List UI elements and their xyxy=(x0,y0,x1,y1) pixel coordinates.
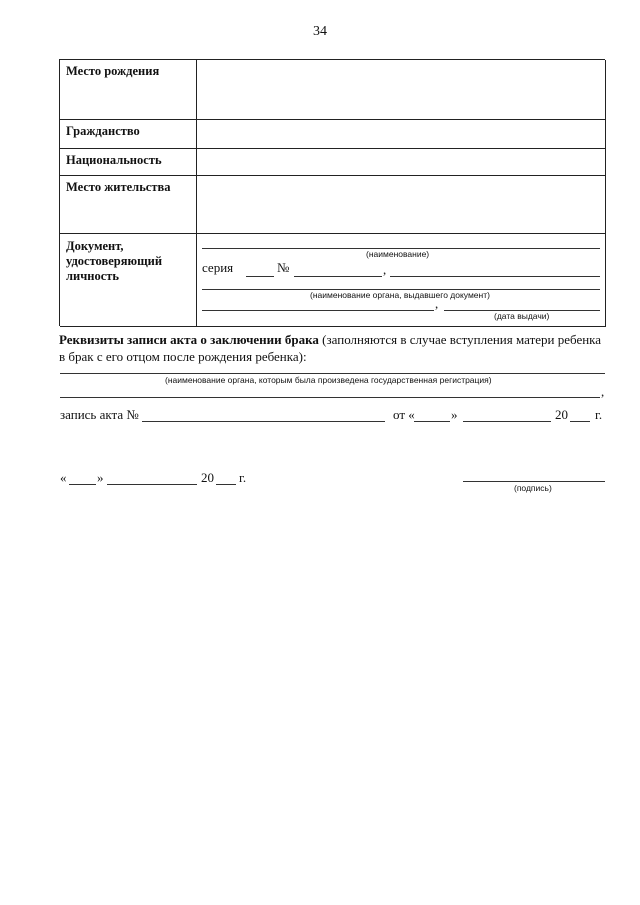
person-info-table xyxy=(59,59,605,326)
issuer-caption: (наименование органа, выдавшего документ) xyxy=(310,290,490,300)
label-residence: Место жительства xyxy=(60,176,197,233)
number-extra-line xyxy=(390,276,600,277)
marriage-heading xyxy=(59,331,609,365)
series-line xyxy=(246,276,274,277)
record-day-line xyxy=(414,421,450,422)
series-label: серия xyxy=(202,260,234,275)
signature-line xyxy=(463,481,605,482)
row-document xyxy=(60,234,606,327)
label-birthplace: Место рождения xyxy=(60,60,197,119)
row-birthplace xyxy=(60,60,606,120)
sign-year-suffix: г. xyxy=(239,470,247,485)
doc-name-caption: (наименование) xyxy=(366,249,430,259)
number-label: № xyxy=(277,260,290,275)
page-number: 34 xyxy=(313,24,327,39)
record-year-prefix: 20 xyxy=(555,407,568,422)
sign-day-line xyxy=(69,484,96,485)
issuer-comma: , xyxy=(435,296,439,311)
record-year-line xyxy=(570,421,590,422)
record-label: запись акта № xyxy=(60,407,139,422)
sign-quote-open: « xyxy=(60,470,67,485)
record-month-line xyxy=(463,421,551,422)
sign-year-prefix: 20 xyxy=(201,470,214,485)
marriage-heading-bold: Реквизиты записи акта о заключении брака xyxy=(59,332,319,347)
record-quote-close: » xyxy=(451,407,458,422)
sign-quote-close: » xyxy=(97,470,104,485)
label-document: Документ, удостоверяющий личность xyxy=(60,234,197,326)
label-nationality: Национальность xyxy=(60,149,197,175)
marriage-heading-text: (заполняются в случае вступления матери ребенка в брак с его отцом после рождения ребенка): xyxy=(59,332,602,364)
sign-month-line xyxy=(107,484,197,485)
organ-line-2 xyxy=(60,397,600,398)
label-citizenship: Гражданство xyxy=(60,120,197,148)
row-nationality xyxy=(60,149,606,176)
number-line xyxy=(294,276,382,277)
organ-line xyxy=(60,373,605,374)
signature-caption: (подпись) xyxy=(514,483,552,493)
record-number-line xyxy=(142,421,385,422)
number-comma: , xyxy=(383,262,387,277)
organ-caption: (наименование органа, которым была произведена государственная регистрация) xyxy=(165,375,492,385)
issuer-line-2 xyxy=(202,310,434,311)
organ-comma: , xyxy=(601,384,605,399)
row-residence xyxy=(60,176,606,234)
record-from-label: от « xyxy=(393,407,415,422)
record-year-suffix: г. xyxy=(595,407,603,422)
issue-date-caption: (дата выдачи) xyxy=(494,311,550,321)
row-citizenship xyxy=(60,120,606,149)
sign-year-line xyxy=(216,484,236,485)
